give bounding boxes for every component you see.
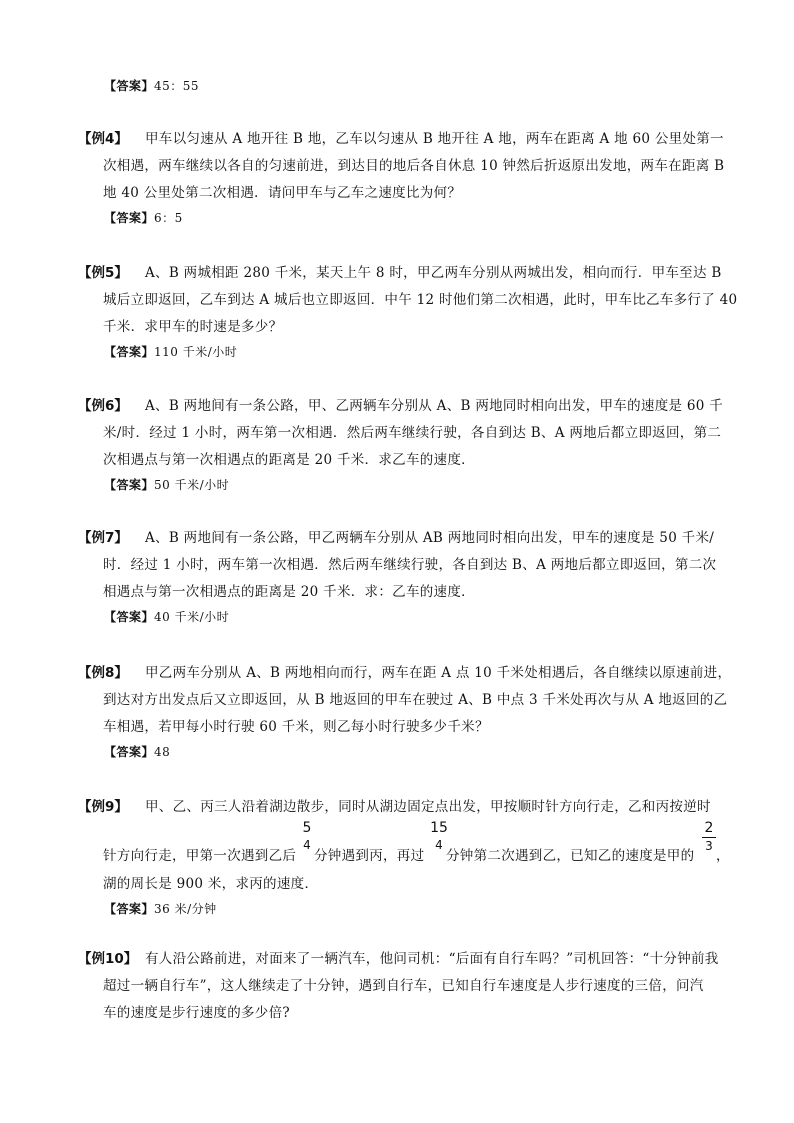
question-line: 到达对方出发点后又立即返回，从 B 地返回的甲车在驶过 A、B 中点 3 千米处再次与从 A 地返回的乙 [103,692,728,708]
question-line: 有人沿公路前进，对面来了一辆汽车，他问司机：“后面有自行车吗？”司机回答：“十分钟前我 [145,951,719,967]
fraction-denominator: 3 [705,839,713,853]
question-line: 甲车以匀速从 A 地开往 B 地，乙车以匀速从 B 地开往 A 地，两车在距离 A 地 60 公里处第一 [145,131,724,147]
answer-value: 110 千米/小时 [154,345,238,359]
fraction-numerator: 15 [430,820,448,836]
example-label: 【例4】 [78,131,128,147]
example-label: 【例5】 [78,265,128,281]
answer-value: 45：55 [154,79,200,93]
question-line: A、B 两地间有一条公路，甲、乙两辆车分别从 A、B 两地同时相向出发，甲车的速度是 60 千 [145,398,724,414]
answer-line [104,209,183,226]
question-line: 车相遇，若甲每小时行驶 60 千米，则乙每小时行驶多少千米？ [103,719,489,735]
answer-value: 36 米/分钟 [154,902,217,916]
question-line: 次相遇点与第一次相遇点的距离是 20 千米．求乙车的速度． [103,452,475,468]
question-line-segment: 针方向行走，甲第一次遇到乙后 [103,848,297,864]
example-label: 【例8】 [78,665,128,681]
answer-label: 【答案】 [104,211,155,225]
fraction-numerator: 5 [302,820,312,836]
question-line: A、B 两城相距 280 千米，某天上午 8 时，甲乙两车分别从两城出发，相向而行．甲车至达 B [145,265,722,281]
fraction-5-4 [300,820,314,852]
fraction-denominator: 4 [303,838,311,852]
question-line: 相遇点与第一次相遇点的距离是 20 千米．求：乙车的速度． [103,584,475,600]
answer-value: 48 [154,745,171,759]
question-line: 米/时．经过 1 小时，两车第一次相遇．然后两车继续行驶，各自到达 B、A 两地后都立即返回，第二 [103,425,722,441]
answer-line [104,743,170,760]
answer-value: 50 千米/小时 [154,478,230,492]
question-line: 时．经过 1 小时，两车第一次相遇．然后两车继续行驶，各自到达 B、A 两地后都立即返回，第二次 [103,557,717,573]
answer-label: 【答案】 [104,345,155,359]
question-line: 地 40 公里处第二次相遇．请问甲车与乙车之速度比为何？ [103,185,462,201]
question-line-segment: 分钟遇到丙，再过 [314,848,425,864]
question-line: 次相遇，两车继续以各自的匀速前进，到达目的地后各自休息 10 钟然后折返原出发地，两车在距离 B [103,158,725,174]
question-line: 城后立即返回，乙车到达 A 城后也立即返回．中午 12 时他们第二次相遇，此时，甲车比乙车多行了 40 [103,292,738,308]
answer-label: 【答案】 [104,902,155,916]
question-line-segment: ， [716,848,730,864]
example-label: 【例9】 [78,799,128,815]
answer-label: 【答案】 [104,745,155,759]
fraction-denominator: 4 [435,838,443,852]
answer-label: 【答案】 [104,79,155,93]
fraction-bar [702,837,716,838]
answer-value: 40 千米/小时 [154,610,230,624]
question-line-segment: 分钟第二次遇到乙，已知乙的速度是甲的 [446,848,695,864]
answer-line [104,77,199,94]
example-label: 【例6】 [78,398,128,414]
question-line: 甲、乙、丙三人沿着湖边散步，同时从湖边固定点出发，甲按顺时针方向行走，乙和丙按逆时 [145,799,711,815]
answer-label: 【答案】 [104,610,155,624]
answer-label: 【答案】 [104,478,155,492]
answer-line [104,900,217,917]
question-line: 甲乙两车分别从 A、B 两地相向而行，两车在距 A 点 10 千米处相遇后，各自继续以原速前进， [145,665,732,681]
answer-line [104,608,229,625]
answer-line [104,476,229,493]
question-line: A、B 两地间有一条公路，甲乙两辆车分别从 AB 两地同时相向出发，甲车的速度是 50 千米/ [145,530,715,546]
example-label: 【例10】 [78,951,138,967]
fraction-numerator: 2 [704,820,714,836]
question-line: 超过一辆自行车”，这人继续走了十分钟，遇到自行车，已知自行车速度是人步行速度的三倍，问汽 [103,978,704,994]
question-line: 湖的周长是 900 米，求丙的速度． [103,876,319,892]
question-line: 车的速度是步行速度的多少倍? [103,1005,290,1021]
example-label: 【例7】 [78,530,128,546]
answer-line [104,343,237,360]
fraction-2-3 [702,820,716,853]
question-line: 千米．求甲车的时速是多少？ [103,319,283,335]
answer-value: 6：5 [154,211,183,225]
